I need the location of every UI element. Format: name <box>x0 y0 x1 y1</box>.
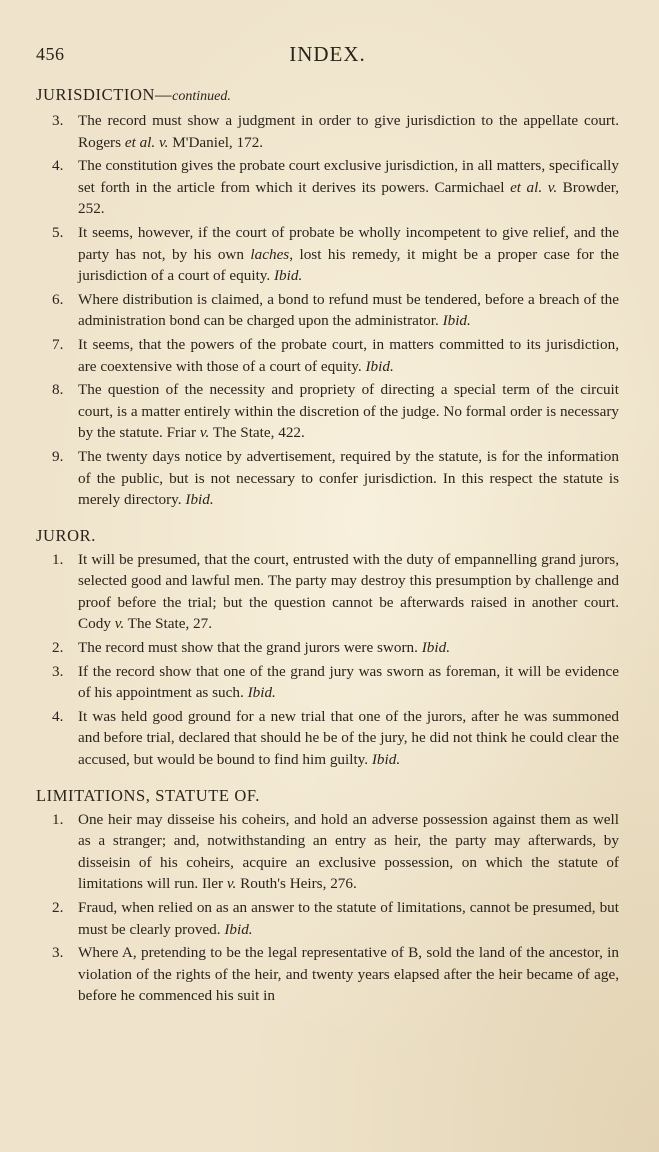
entry-text: The record must show that the grand jurors were sworn. <box>78 639 422 657</box>
index-entry <box>34 334 619 377</box>
entry-number: 7. <box>52 335 64 353</box>
entry-text: Browder, 252. <box>78 178 619 218</box>
entry-text: M'Daniel, 172. <box>168 133 264 151</box>
page-number: 456 <box>36 44 65 64</box>
entry-number: 5. <box>52 223 64 241</box>
entry-italic-text: v. <box>114 615 125 633</box>
entry-italic-text: Ibid. <box>273 267 303 285</box>
entry-text: It seems, however, if the court of probate be wholly incompetent to give relief, and the party has not, by his own <box>78 223 619 263</box>
index-entry <box>34 222 619 287</box>
entry-italic-text: Ibid. <box>224 920 253 938</box>
index-entry <box>34 897 619 940</box>
entry-italic-text: laches <box>250 245 290 263</box>
section-heading <box>36 84 619 108</box>
section-heading-continued: continued. <box>172 89 231 104</box>
entry-text: The twenty days notice by advertisement, required by the statute, is for the information of the public, but is not necessary to confer jurisdiction. In this respect the statute is merely directory. <box>78 447 619 509</box>
entry-text: The question of the necessity and propriety of directing a special term of the circuit court, is a matter entirely within the discretion of the judge. No formal order is necessary by the statute. Friar <box>78 381 619 442</box>
entry-text: The record must show a judgment in order to give jurisdiction to the appellate court. Rogers <box>78 112 619 151</box>
index-entry <box>34 661 619 704</box>
entry-number: 1. <box>52 810 64 828</box>
entry-italic-text: Ibid. <box>365 357 394 375</box>
entry-number: 9. <box>52 447 64 465</box>
section-heading-text: LIMITATIONS, STATUTE OF. <box>36 785 261 805</box>
index-entry <box>34 549 619 635</box>
entry-italic-text: Ibid. <box>247 684 276 702</box>
index-entry <box>34 379 619 444</box>
index-entry <box>34 637 619 659</box>
entry-number: 4. <box>52 157 64 175</box>
entry-number: 8. <box>52 381 64 399</box>
section-heading <box>36 525 619 547</box>
index-entry <box>34 289 619 332</box>
entry-number: 3. <box>52 944 64 962</box>
entry-text: It was held good ground for a new trial that one of the jurors, after he was summoned and before trial, declared that should he be of the jury, he did not think he could clear the accused, but would be bound to find him guilty. <box>78 707 619 769</box>
entry-text: The State, 27. <box>124 615 213 633</box>
entry-number: 2. <box>52 639 64 657</box>
index-section <box>34 84 619 511</box>
entry-number: 3. <box>52 662 64 680</box>
entry-text: The constitution gives the probate court exclusive jurisdiction, in all matters, specifically set forth in the article from which it derives its powers. Carmichael <box>78 157 619 196</box>
entry-text: Fraud, when relied on as an answer to the statute of limitations, cannot be presumed, but must be clearly proved. <box>78 899 619 938</box>
entry-number: 1. <box>52 550 64 568</box>
entry-italic-text: et al. v. <box>510 178 558 196</box>
entry-text: It seems, that the powers of the probate court, in matters committed to its jurisdiction, are coextensive with those of a court of equity. <box>78 335 619 375</box>
entry-italic-text: v. <box>226 875 237 893</box>
entry-number: 3. <box>52 112 64 129</box>
running-head: INDEX. <box>289 42 366 66</box>
index-entry <box>34 942 619 1007</box>
index-content <box>34 84 619 1009</box>
index-section <box>34 525 619 771</box>
entry-text: If the record show that one of the grand jury was sworn as foreman, it will be evidence of his appointment as such. <box>78 662 619 702</box>
entry-text: , lost his remedy, it might be a proper case for the jurisdiction of a court of equity. <box>78 245 619 285</box>
entry-italic-text: et al. v. <box>124 133 169 151</box>
entry-italic-text: Ibid. <box>371 751 401 769</box>
entry-italic-text: Ibid. <box>185 491 214 509</box>
page-header <box>36 40 619 74</box>
entry-text: Where distribution is claimed, a bond to refund must be tendered, before a breach of the administration bond can be charged upon the administrator. <box>78 290 619 330</box>
section-heading-text: JURISDICTION— <box>36 85 173 104</box>
entry-italic-text: Ibid. <box>421 639 451 657</box>
entry-italic-text: Ibid. <box>442 312 471 330</box>
index-entry <box>34 706 619 771</box>
index-entry <box>34 155 619 220</box>
section-heading-text: JUROR. <box>36 525 96 545</box>
entry-text: One heir may disseise his coheirs, and hold an adverse possession against them as well as a stranger; and, notwithstanding an entry as heir, the party may afterwards, by disseisin of his coheirs, acquire an exclusive possession, on which the statute of limitations will run. Iler <box>78 810 619 893</box>
entry-number: 4. <box>52 707 64 725</box>
entry-italic-text: v. <box>199 424 210 442</box>
index-entry <box>34 446 619 511</box>
entry-text: Where A, pretending to be the legal representative of B, sold the land of the ancestor, in violation of the rights of the heir, and twenty years elapsed after the heir became of age, before he commenced his suit in <box>78 944 619 1005</box>
entry-text: The State, 422. <box>209 424 305 442</box>
entry-number: 6. <box>52 290 64 308</box>
entry-number: 2. <box>52 899 64 916</box>
section-heading <box>36 785 619 807</box>
entry-text: It will be presumed, that the court, entrusted with the duty of empannelling grand jurors, selected good and lawful men. The party may destroy this presumption by challenge and proof before the trial; but the question cannot be afterwards raised in another court. Cody <box>78 550 619 633</box>
index-entry <box>34 809 619 895</box>
index-entry <box>34 110 619 153</box>
entry-text: Routh's Heirs, 276. <box>236 875 357 893</box>
index-section <box>34 785 619 1007</box>
